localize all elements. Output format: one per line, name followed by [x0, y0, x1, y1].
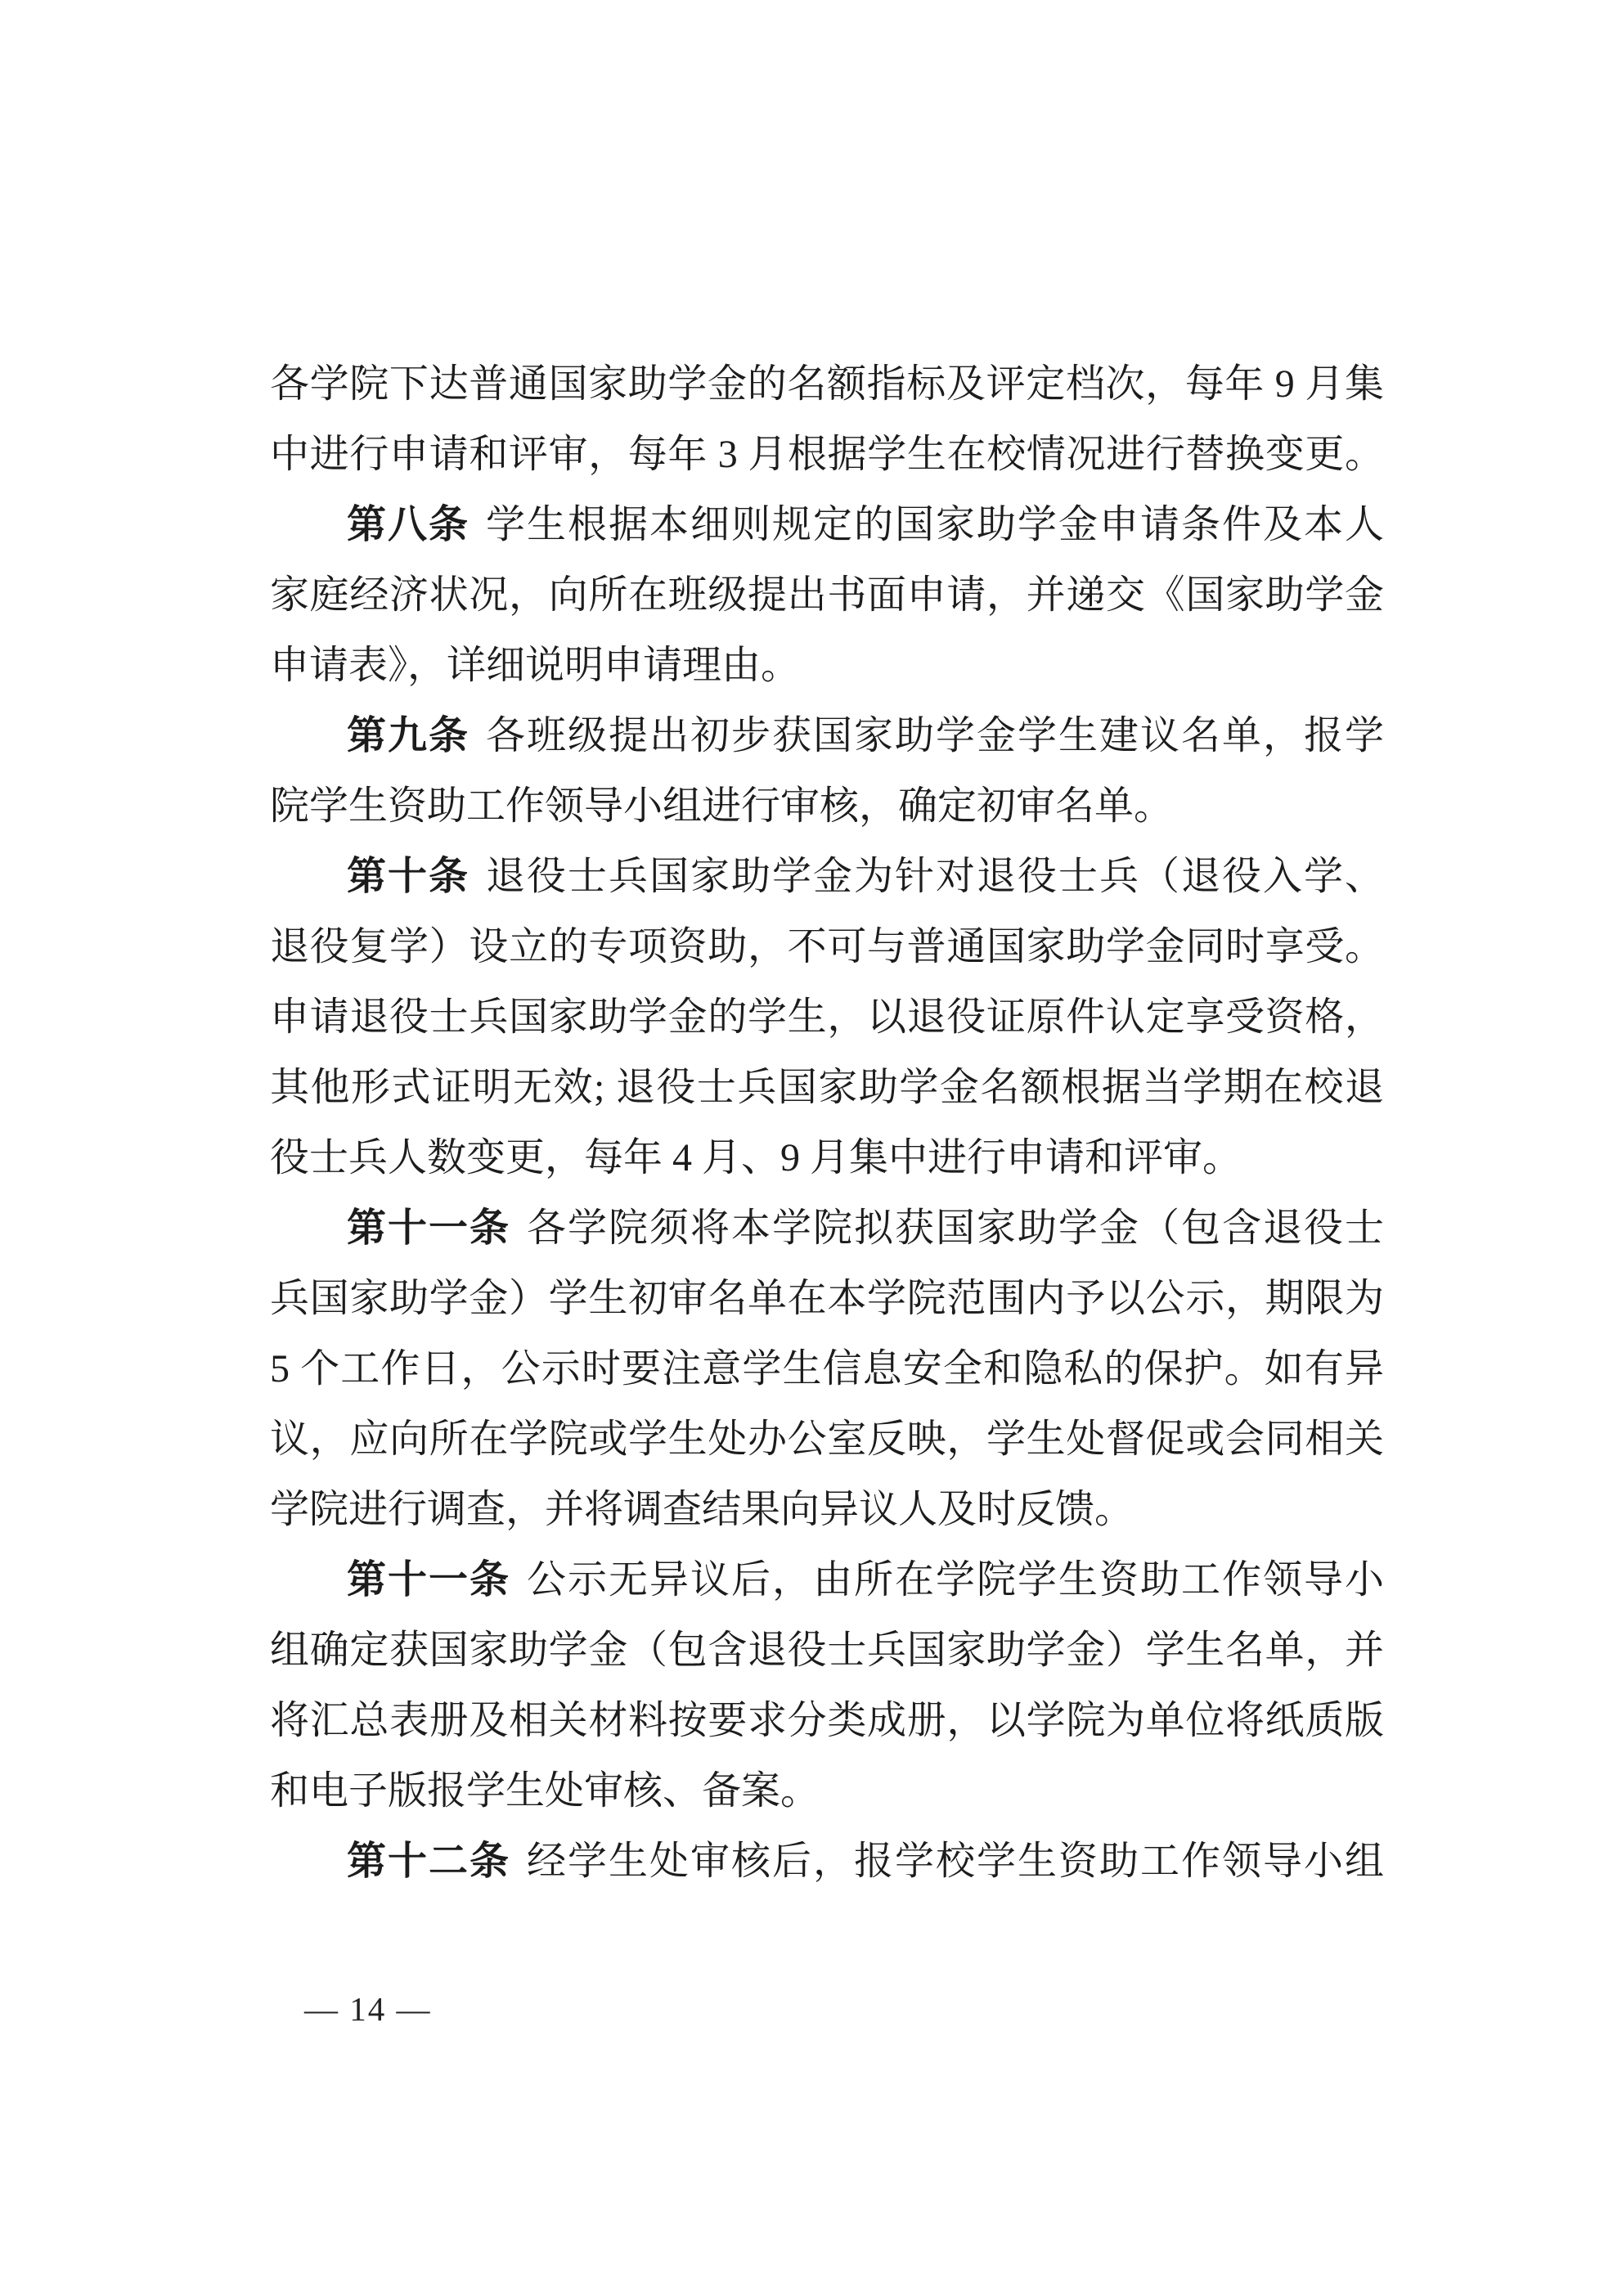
text-line — [270, 982, 1384, 1053]
text-line — [270, 1686, 1384, 1756]
line-text: 退役士兵国家助学金为针对退役士兵（退役入学、 — [486, 855, 1384, 898]
text-line-article-11 — [270, 1193, 1384, 1264]
text-line — [270, 771, 1384, 842]
text-line-article-8 — [270, 490, 1384, 560]
text-line — [270, 1123, 1384, 1193]
line-text: 5 个工作日，公示时要注意学生信息安全和隐私的保护。如有异 — [270, 1347, 1384, 1391]
line-text: 学生根据本细则规定的国家助学金申请条件及本人 — [486, 503, 1384, 546]
line-text: 各学院下达普通国家助学金的名额指标及评定档次，每年 9 月集 — [270, 362, 1384, 406]
line-text: 家庭经济状况，向所在班级提出书面申请，并递交《国家助学金 — [270, 573, 1384, 617]
line-text: 退役复学）设立的专项资助，不可与普通国家助学金同时享受。 — [270, 925, 1384, 968]
text-line — [270, 1334, 1384, 1404]
line-text: 中进行申请和评审，每年 3 月根据学生在校情况进行替换变更。 — [270, 433, 1384, 476]
page-number: — 14 — — [304, 1990, 432, 2028]
text-line-article-12 — [270, 1826, 1384, 1897]
text-line — [270, 912, 1384, 982]
article-number: 第十二条 — [347, 1840, 510, 1883]
line-text: 各学院须将本学院拟获国家助学金（包含退役士 — [527, 1206, 1384, 1250]
text-line-article-9 — [270, 701, 1384, 771]
article-number: 第十条 — [347, 855, 470, 898]
line-text: 和电子版报学生处审核、备案。 — [270, 1769, 820, 1813]
text-line — [270, 420, 1384, 490]
text-line-article-10 — [270, 842, 1384, 912]
line-text: 院学生资助工作领导小组进行审核，确定初审名单。 — [270, 784, 1174, 828]
article-number: 第十一条 — [347, 1558, 510, 1602]
text-line — [270, 1264, 1384, 1334]
text-line — [270, 349, 1384, 420]
line-text: 役士兵人数变更，每年 4 月、9 月集中进行申请和评审。 — [270, 1136, 1242, 1179]
line-text: 公示无异议后，由所在学院学生资助工作领导小 — [527, 1558, 1384, 1602]
text-line-article-11-dup — [270, 1545, 1384, 1615]
text-line — [270, 631, 1384, 701]
text-line — [270, 1475, 1384, 1545]
line-text: 其他形式证明无效; 退役士兵国家助学金名额根据当学期在校退 — [270, 1066, 1384, 1109]
text-line — [270, 1053, 1384, 1123]
line-text: 兵国家助学金）学生初审名单在本学院范围内予以公示，期限为 — [270, 1277, 1384, 1320]
article-number: 第八条 — [347, 503, 470, 546]
line-text: 议，应向所在学院或学生处办公室反映，学生处督促或会同相关 — [270, 1418, 1384, 1461]
line-text: 学院进行调查，并将调查结果向异议人及时反馈。 — [270, 1488, 1135, 1531]
line-text: 申请表》，详细说明申请理由。 — [270, 644, 801, 687]
line-text: 将汇总表册及相关材料按要求分类成册，以学院为单位将纸质版 — [270, 1699, 1384, 1742]
text-line — [270, 1404, 1384, 1475]
article-number: 第十一条 — [347, 1206, 510, 1250]
document-body — [270, 349, 1384, 1897]
line-text: 组确定获国家助学金（包含退役士兵国家助学金）学生名单，并 — [270, 1629, 1384, 1672]
text-line — [270, 1615, 1384, 1686]
line-text: 经学生处审核后，报学校学生资助工作领导小组 — [527, 1840, 1384, 1883]
line-text: 各班级提出初步获国家助学金学生建议名单，报学 — [486, 714, 1384, 757]
article-number: 第九条 — [347, 714, 470, 757]
text-line — [270, 560, 1384, 631]
text-line — [270, 1756, 1384, 1826]
line-text: 申请退役士兵国家助学金的学生，以退役证原件认定享受资格， — [270, 995, 1384, 1039]
